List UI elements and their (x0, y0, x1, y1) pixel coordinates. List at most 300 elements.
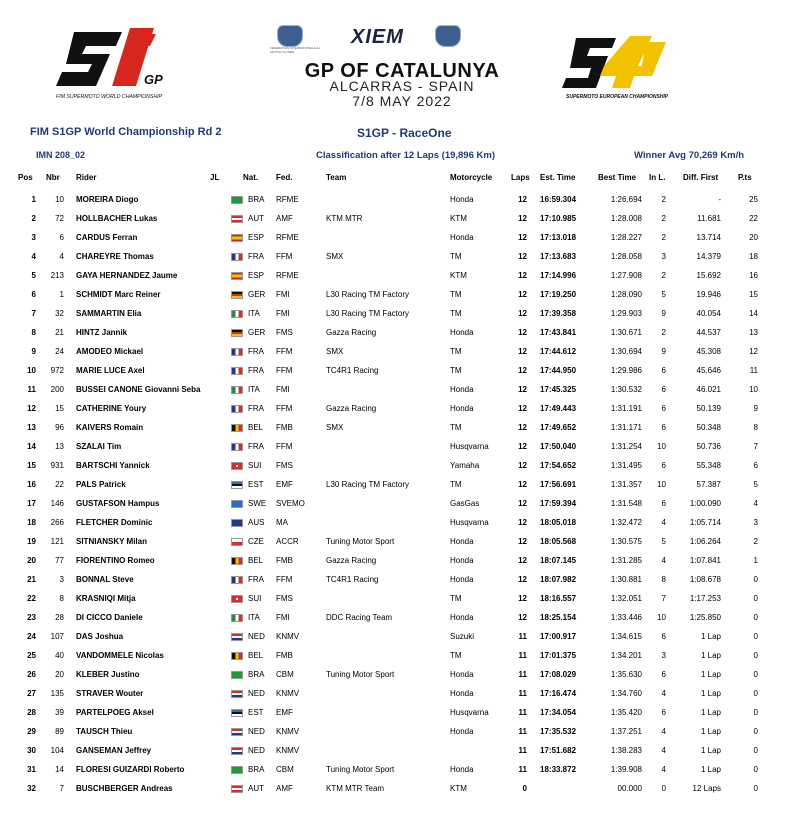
cell-fed: FMS (276, 594, 293, 603)
col-jl: JL (210, 173, 220, 182)
cell-time: 17:10.985 (540, 214, 577, 223)
cell-time: 17:14.996 (540, 271, 577, 280)
cell-nbr: 28 (55, 613, 64, 622)
cell-fed: FFM (276, 404, 293, 413)
cell-pts: 22 (749, 214, 758, 223)
cell-fed: FMS (276, 461, 293, 470)
event-title: GP OF CATALUNYA (304, 60, 500, 82)
cell-time: 17:59.394 (540, 499, 577, 508)
cell-rider: FLETCHER Dominic (76, 518, 153, 527)
cell-nbr: 77 (55, 556, 64, 565)
cell-diff: 1:06.264 (689, 537, 721, 546)
cell-diff: 1 Lap (700, 765, 721, 774)
cell-inl: 6 (661, 632, 666, 641)
flag-icon (231, 481, 243, 489)
cell-nat: BEL (248, 423, 264, 432)
cell-nat: BRA (248, 670, 265, 679)
s4-logo-caption: SUPERMOTO EUROPEAN CHAMPIONSHIP (566, 94, 669, 100)
cell-rider: DI CICCO Daniele (76, 613, 143, 622)
cell-team: SMX (326, 252, 344, 261)
cell-diff: 1 Lap (700, 632, 721, 641)
cell-pos: 10 (27, 366, 36, 375)
cell-pts: 0 (753, 632, 758, 641)
cell-laps: 12 (518, 195, 527, 204)
cell-pts: 5 (753, 480, 758, 489)
cell-pts: 13 (749, 328, 758, 337)
flag-icon (231, 329, 243, 337)
cell-rider: CATHERINE Youry (76, 404, 147, 413)
cell-pts: 16 (749, 271, 758, 280)
table-row (0, 439, 804, 458)
col-rider: Rider (76, 173, 97, 182)
cell-team: SMX (326, 347, 344, 356)
cell-moto: Honda (450, 385, 474, 394)
cell-diff: 1:00.090 (689, 499, 721, 508)
table-row (0, 572, 804, 591)
cell-rider: MOREIRA Diogo (76, 195, 139, 204)
cell-inl: 10 (657, 613, 666, 622)
cell-moto: Suzuki (450, 632, 475, 641)
flag-icon (231, 538, 243, 546)
cell-diff: 1 Lap (700, 708, 721, 717)
cell-laps: 12 (518, 556, 527, 565)
cell-pos: 5 (31, 271, 36, 280)
race-title: S1GP - RaceOne (357, 126, 452, 140)
cell-nbr: 21 (55, 328, 64, 337)
cell-rider: BUSCHBERGER Andreas (76, 784, 173, 793)
flag-icon (231, 367, 243, 375)
cell-best: 1:38.283 (610, 746, 642, 755)
cell-pos: 32 (27, 784, 36, 793)
table-row (0, 230, 804, 249)
cell-nat: BRA (248, 195, 265, 204)
cell-best: 1:31.495 (610, 461, 642, 470)
cell-diff: 45.646 (696, 366, 721, 375)
flag-icon (231, 196, 243, 204)
cell-team: Gazza Racing (326, 404, 377, 413)
cell-best: 1:31.191 (610, 404, 642, 413)
cell-inl: 0 (661, 784, 666, 793)
s4-logo (560, 30, 675, 112)
cell-pos: 4 (31, 252, 36, 261)
cell-inl: 3 (661, 252, 666, 261)
cell-pos: 16 (27, 480, 36, 489)
table-row (0, 249, 804, 268)
cell-best: 1:32.472 (610, 518, 642, 527)
table-row (0, 629, 804, 648)
cell-pos: 27 (27, 689, 36, 698)
cell-pts: 0 (753, 765, 758, 774)
table-row (0, 496, 804, 515)
cell-pos: 26 (27, 670, 36, 679)
cell-diff: 14.379 (696, 252, 721, 261)
cell-pos: 6 (31, 290, 36, 299)
col-in-l: In L. (649, 173, 666, 182)
event-location: ALCARRAS - SPAIN (329, 78, 475, 94)
cell-best: 1:34.760 (610, 689, 642, 698)
cell-nat: FRA (248, 404, 264, 413)
cell-inl: 9 (661, 309, 666, 318)
cell-nat: ESP (248, 233, 265, 242)
cell-nat: FRA (248, 252, 264, 261)
cell-diff: 1 Lap (700, 651, 721, 660)
flag-icon (231, 519, 243, 527)
cell-diff: 40.054 (696, 309, 721, 318)
cell-laps: 12 (518, 385, 527, 394)
cell-nbr: 22 (55, 480, 64, 489)
cell-laps: 12 (518, 518, 527, 527)
cell-best: 1:35.420 (610, 708, 642, 717)
table-row (0, 211, 804, 230)
cell-diff: 50.348 (696, 423, 721, 432)
fim-europe-badge-icon (435, 25, 461, 47)
col-pts: P.ts (738, 173, 752, 182)
cell-time: 17:54.652 (540, 461, 577, 470)
cell-pts: 2 (753, 537, 758, 546)
flag-icon (231, 310, 243, 318)
cell-laps: 12 (518, 233, 527, 242)
cell-fed: FFM (276, 442, 293, 451)
col-nat: Nat. (243, 173, 259, 182)
cell-fed: CBM (276, 670, 294, 679)
cell-inl: 4 (661, 765, 666, 774)
cell-fed: FMB (276, 651, 293, 660)
cell-time: 17:44.950 (540, 366, 577, 375)
cell-time: 17:16.474 (540, 689, 577, 698)
cell-nat: ESP (248, 271, 265, 280)
cell-moto: KTM (450, 271, 467, 280)
cell-fed: KNMV (276, 746, 300, 755)
cell-fed: KNMV (276, 632, 300, 641)
cell-inl: 6 (661, 423, 666, 432)
table-row (0, 325, 804, 344)
col-nbr: Nbr (46, 173, 60, 182)
table-row (0, 781, 804, 800)
cell-rider: PALS Patrick (76, 480, 126, 489)
cell-fed: FMI (276, 613, 290, 622)
cell-fed: RFME (276, 271, 299, 280)
table-row (0, 458, 804, 477)
cell-inl: 6 (661, 385, 666, 394)
cell-nbr: 107 (50, 632, 64, 641)
cell-pos: 9 (31, 347, 36, 356)
cell-nat: FRA (248, 347, 264, 356)
cell-diff: - (718, 195, 721, 204)
cell-moto: Honda (450, 727, 474, 736)
cell-nbr: 7 (59, 784, 64, 793)
cell-rider: GAYA HERNANDEZ Jaume (76, 271, 178, 280)
cell-best: 1:32.051 (610, 594, 642, 603)
table-row (0, 344, 804, 363)
cell-time: 17:08.029 (540, 670, 577, 679)
cell-best: 1:31.171 (610, 423, 642, 432)
cell-diff: 1 Lap (700, 727, 721, 736)
cell-pos: 7 (31, 309, 36, 318)
cell-team: Tuning Motor Sport (326, 765, 395, 774)
cell-rider: SZALAI Tim (76, 442, 122, 451)
cell-fed: KNMV (276, 727, 300, 736)
cell-pts: 3 (753, 518, 758, 527)
cell-inl: 2 (661, 271, 666, 280)
cell-pos: 18 (27, 518, 36, 527)
col-est-time: Est. Time (540, 173, 576, 182)
cell-inl: 3 (661, 651, 666, 660)
flag-icon (231, 253, 243, 261)
cell-diff: 44.537 (696, 328, 721, 337)
cell-nbr: 213 (50, 271, 64, 280)
cell-rider: BARTSCHI Yannick (76, 461, 150, 470)
cell-nbr: 13 (55, 442, 64, 451)
cell-laps: 12 (518, 594, 527, 603)
cell-nat: ITA (248, 613, 260, 622)
cell-nbr: 8 (59, 594, 64, 603)
cell-best: 1:30.881 (610, 575, 642, 584)
cell-best: 1:30.671 (610, 328, 642, 337)
cell-fed: FMI (276, 290, 290, 299)
winner-average-speed: Winner Avg 70,269 Km/h (634, 150, 745, 161)
cell-pts: 15 (749, 290, 758, 299)
cell-rider: VANDOMMELE Nicolas (76, 651, 164, 660)
cell-rider: CHAREYRE Thomas (76, 252, 154, 261)
cell-pos: 19 (27, 537, 36, 546)
cell-rider: AMODEO Mickael (76, 347, 144, 356)
cell-diff: 50.139 (696, 404, 721, 413)
cell-nat: AUT (248, 784, 264, 793)
cell-diff: 55.348 (696, 461, 721, 470)
imn-code: IMN 208_02 (36, 150, 86, 160)
table-row (0, 743, 804, 762)
cell-pos: 25 (27, 651, 36, 660)
classification-summary: Classification after 12 Laps (19,896 Km) (316, 150, 495, 161)
cell-best: 1:31.285 (610, 556, 642, 565)
cell-best: 1:29.986 (610, 366, 642, 375)
cell-best: 1:34.201 (610, 651, 642, 660)
cell-moto: Honda (450, 575, 474, 584)
cell-moto: TM (450, 290, 462, 299)
cell-moto: Honda (450, 670, 474, 679)
cell-pos: 23 (27, 613, 36, 622)
cell-moto: GasGas (450, 499, 480, 508)
cell-rider: TAUSCH Thieu (76, 727, 133, 736)
cell-best: 1:29.903 (610, 309, 642, 318)
table-row (0, 534, 804, 553)
cell-nat: FRA (248, 575, 264, 584)
table-row (0, 477, 804, 496)
cell-nat: BEL (248, 651, 264, 660)
cell-pts: 0 (753, 746, 758, 755)
cell-best: 1:39.908 (610, 765, 642, 774)
cell-nat: SUI (248, 461, 262, 470)
cell-pts: 0 (753, 708, 758, 717)
table-row (0, 363, 804, 382)
cell-time: 18:25.154 (540, 613, 577, 622)
cell-laps: 12 (518, 214, 527, 223)
cell-pts: 8 (753, 423, 758, 432)
cell-fed: ACCR (276, 537, 299, 546)
flag-icon (231, 386, 243, 394)
cell-rider: HOLLBACHER Lukas (76, 214, 158, 223)
cell-pts: 25 (749, 195, 758, 204)
cell-laps: 12 (518, 366, 527, 375)
cell-diff: 1 Lap (700, 689, 721, 698)
cell-fed: FMB (276, 556, 293, 565)
cell-diff: 46.021 (696, 385, 721, 394)
cell-nbr: 10 (55, 195, 64, 204)
cell-laps: 12 (518, 575, 527, 584)
cell-time: 18:07.982 (540, 575, 577, 584)
cell-nat: AUT (248, 214, 264, 223)
cell-laps: 11 (518, 727, 527, 736)
cell-nbr: 972 (50, 366, 64, 375)
cell-team: TC4R1 Racing (326, 366, 379, 375)
cell-moto: Honda (450, 195, 474, 204)
cell-diff: 1:05.714 (689, 518, 721, 527)
cell-team: SMX (326, 423, 344, 432)
cell-inl: 6 (661, 670, 666, 679)
cell-pts: 14 (749, 309, 758, 318)
flag-icon (231, 348, 243, 356)
fim-badge-icon (277, 25, 303, 47)
cell-moto: TM (450, 309, 462, 318)
cell-team: Tuning Motor Sport (326, 670, 395, 679)
cell-rider: KLEBER Justino (76, 670, 140, 679)
table-row (0, 268, 804, 287)
flag-icon (231, 747, 243, 755)
cell-rider: SCHMIDT Marc Reiner (76, 290, 161, 299)
col-motorcycle: Motorcycle (450, 173, 493, 182)
cell-laps: 12 (518, 499, 527, 508)
table-row (0, 420, 804, 439)
cell-pos: 24 (27, 632, 36, 641)
cell-laps: 12 (518, 423, 527, 432)
cell-best: 1:28.090 (610, 290, 642, 299)
cell-nat: GER (248, 290, 266, 299)
flag-icon (231, 557, 243, 565)
cell-moto: TM (450, 651, 462, 660)
cell-time: 17:39.358 (540, 309, 577, 318)
cell-rider: SAMMARTIN Elia (76, 309, 142, 318)
flag-icon (231, 234, 243, 242)
cell-pos: 1 (31, 195, 36, 204)
cell-nbr: 40 (55, 651, 64, 660)
table-row (0, 686, 804, 705)
cell-time: 17:19.250 (540, 290, 577, 299)
cell-nbr: 200 (50, 385, 64, 394)
cell-pts: 6 (753, 461, 758, 470)
col-laps: Laps (511, 173, 530, 182)
cell-laps: 12 (518, 442, 527, 451)
event-date: 7/8 MAY 2022 (352, 93, 452, 109)
cell-nat: CZE (248, 537, 264, 546)
cell-pos: 29 (27, 727, 36, 736)
cell-fed: FFM (276, 575, 293, 584)
cell-nat: FRA (248, 442, 264, 451)
cell-time: 17:35.532 (540, 727, 577, 736)
cell-fed: FMI (276, 309, 290, 318)
cell-rider: DAS Joshua (76, 632, 124, 641)
cell-laps: 12 (518, 271, 527, 280)
cell-nbr: 135 (50, 689, 64, 698)
sponsor-logo-xiem: XIEM (351, 26, 404, 48)
fim-small-text: FÉDÉRATION INTERNATIONALE de MOTOCYCLISME (270, 46, 320, 54)
cell-nbr: 104 (50, 746, 64, 755)
cell-nat: BRA (248, 765, 265, 774)
cell-nat: GER (248, 328, 266, 337)
table-row (0, 306, 804, 325)
cell-diff: 15.692 (696, 271, 721, 280)
cell-inl: 6 (661, 499, 666, 508)
cell-pts: 0 (753, 689, 758, 698)
cell-inl: 4 (661, 556, 666, 565)
table-row (0, 705, 804, 724)
cell-rider: PARTELPOEG Aksel (76, 708, 154, 717)
cell-diff: 1:07.841 (689, 556, 721, 565)
cell-nbr: 96 (55, 423, 64, 432)
cell-rider: MARIE LUCE Axel (76, 366, 145, 375)
page-header (0, 0, 804, 115)
cell-inl: 4 (661, 689, 666, 698)
cell-pts: 4 (753, 499, 758, 508)
cell-time: 17:13.683 (540, 252, 577, 261)
cell-laps: 11 (518, 670, 527, 679)
cell-pos: 13 (27, 423, 36, 432)
cell-nat: NED (248, 689, 265, 698)
cell-pts: 20 (749, 233, 758, 242)
cell-rider: BUSSEI CANONE Giovanni Seba (76, 385, 201, 394)
svg-text:GP: GP (144, 72, 163, 87)
cell-moto: Husqvarna (450, 442, 489, 451)
cell-diff: 57.387 (696, 480, 721, 489)
table-row (0, 382, 804, 401)
cell-pos: 21 (27, 575, 36, 584)
cell-inl: 2 (661, 214, 666, 223)
cell-pts: 11 (749, 366, 758, 375)
cell-diff: 1:08.678 (689, 575, 721, 584)
cell-pts: 18 (749, 252, 758, 261)
flag-icon (231, 500, 243, 508)
cell-nat: NED (248, 727, 265, 736)
cell-rider: BONNAL Steve (76, 575, 134, 584)
cell-diff: 13.714 (696, 233, 721, 242)
cell-diff: 19.946 (696, 290, 721, 299)
cell-pts: 0 (753, 784, 758, 793)
cell-best: 1:26.694 (610, 195, 642, 204)
cell-moto: Honda (450, 689, 474, 698)
cell-moto: Honda (450, 556, 474, 565)
col-team: Team (326, 173, 347, 182)
cell-best: 1:30.575 (610, 537, 642, 546)
cell-moto: Honda (450, 537, 474, 546)
cell-inl: 6 (661, 366, 666, 375)
cell-inl: 5 (661, 537, 666, 546)
cell-team: TC4R1 Racing (326, 575, 379, 584)
cell-inl: 6 (661, 404, 666, 413)
flag-icon (231, 709, 243, 717)
cell-nat: AUS (248, 518, 265, 527)
table-row (0, 610, 804, 629)
cell-laps: 12 (518, 309, 527, 318)
table-row (0, 724, 804, 743)
cell-nbr: 89 (55, 727, 64, 736)
flag-icon (231, 215, 243, 223)
cell-laps: 12 (518, 252, 527, 261)
cell-pos: 22 (27, 594, 36, 603)
cell-inl: 4 (661, 746, 666, 755)
flag-icon (231, 614, 243, 622)
cell-moto: Honda (450, 765, 474, 774)
table-row (0, 515, 804, 534)
cell-time: 18:05.018 (540, 518, 577, 527)
